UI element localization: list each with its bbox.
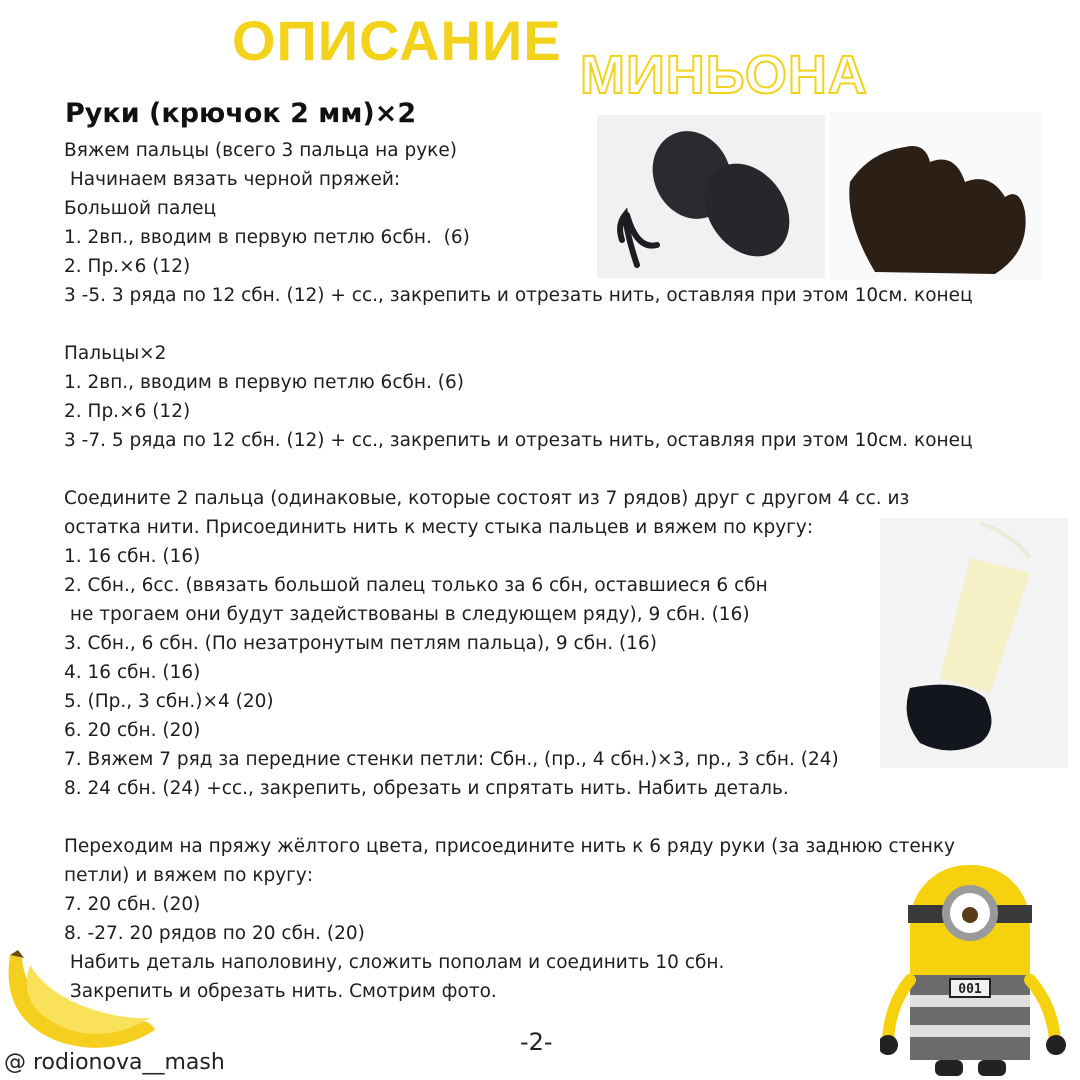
text-line: остатка нити. Присоединить нить к месту стыка пальцев и вяжем по кругу: [64, 517, 814, 538]
text-line: Переходим на пряжу жёлтого цвета, присоедините нить к 6 ряду руки (за заднюю стенку [64, 836, 956, 857]
banana-illustration [0, 950, 160, 1060]
page-number: -2- [520, 1028, 553, 1056]
text-line: 1. 2вп., вводим в первую петлю 6сбн. (6) [64, 227, 470, 248]
text-line: 8. 24 сбн. (24) +сс., закрепить, обрезать и спрятать нить. Набить деталь. [64, 778, 789, 799]
text-line: 2. Сбн., 6сс. (ввязать большой палец только за 6 сбн, оставшиеся 6 сбн [64, 575, 768, 596]
text-line: 3. Сбн., 6 сбн. (По незатронутым петлям пальца), 9 сбн. (16) [64, 633, 657, 654]
text-line: не трогаем они будут задействованы в следующем ряду), 9 сбн. (16) [64, 604, 750, 625]
text-line: 3 -5. 3 ряда по 12 сбн. (12) + сс., закрепить и отрезать нить, оставляя при этом 10см. конец [64, 285, 973, 306]
text-line: Пальцы×2 [64, 343, 167, 364]
text-line: 4. 16 сбн. (16) [64, 662, 201, 683]
text-line: Вяжем пальцы (всего 3 пальца на руке) [64, 140, 457, 161]
minion-badge-number: 001 [958, 982, 982, 997]
text-line: петли) и вяжем по кругу: [64, 865, 314, 886]
title-word-1: ОПИСАНИЕ [232, 9, 562, 72]
text-line: Соедините 2 пальца (одинаковые, которые состоят из 7 рядов) друг с другом 4 сс. из [64, 488, 910, 509]
text-line: 2. Пр.×6 (12) [64, 256, 191, 277]
author-handle: @ rodionova__mash [4, 1050, 225, 1075]
photo-mitten [830, 112, 1042, 280]
text-line: 5. (Пр., 3 сбн.)×4 (20) [64, 691, 274, 712]
text-line: Набить деталь наполовину, сложить пополам и соединить 10 сбн. [64, 952, 725, 973]
photo-arm [880, 518, 1068, 768]
text-line: 1. 2вп., вводим в первую петлю 6сбн. (6) [64, 372, 464, 393]
section-heading: Руки (крючок 2 мм)×2 [65, 98, 417, 129]
text-line: Большой палец [64, 198, 217, 219]
text-line: 3 -7. 5 ряда по 12 сбн. (12) + сс., закрепить и отрезать нить, оставляя при этом 10см. конец [64, 430, 973, 451]
text-line: 7. Вяжем 7 ряд за передние стенки петли: Сбн., (пр., 4 сбн.)×3, пр., 3 сбн. (24) [64, 749, 839, 770]
text-line: 6. 20 сбн. (20) [64, 720, 201, 741]
text-line: Закрепить и обрезать нить. Смотрим фото. [64, 981, 497, 1002]
title-word-2: МИНЬОНА [580, 45, 868, 105]
photo-black-fingers [597, 115, 825, 278]
text-line: Начинаем вязать черной пряжей: [64, 169, 401, 190]
text-line: 7. 20 сбн. (20) [64, 894, 201, 915]
text-line: 8. -27. 20 рядов по 20 сбн. (20) [64, 923, 365, 944]
minion-illustration [880, 855, 1070, 1080]
text-line: 2. Пр.×6 (12) [64, 401, 191, 422]
text-line: 1. 16 сбн. (16) [64, 546, 201, 567]
